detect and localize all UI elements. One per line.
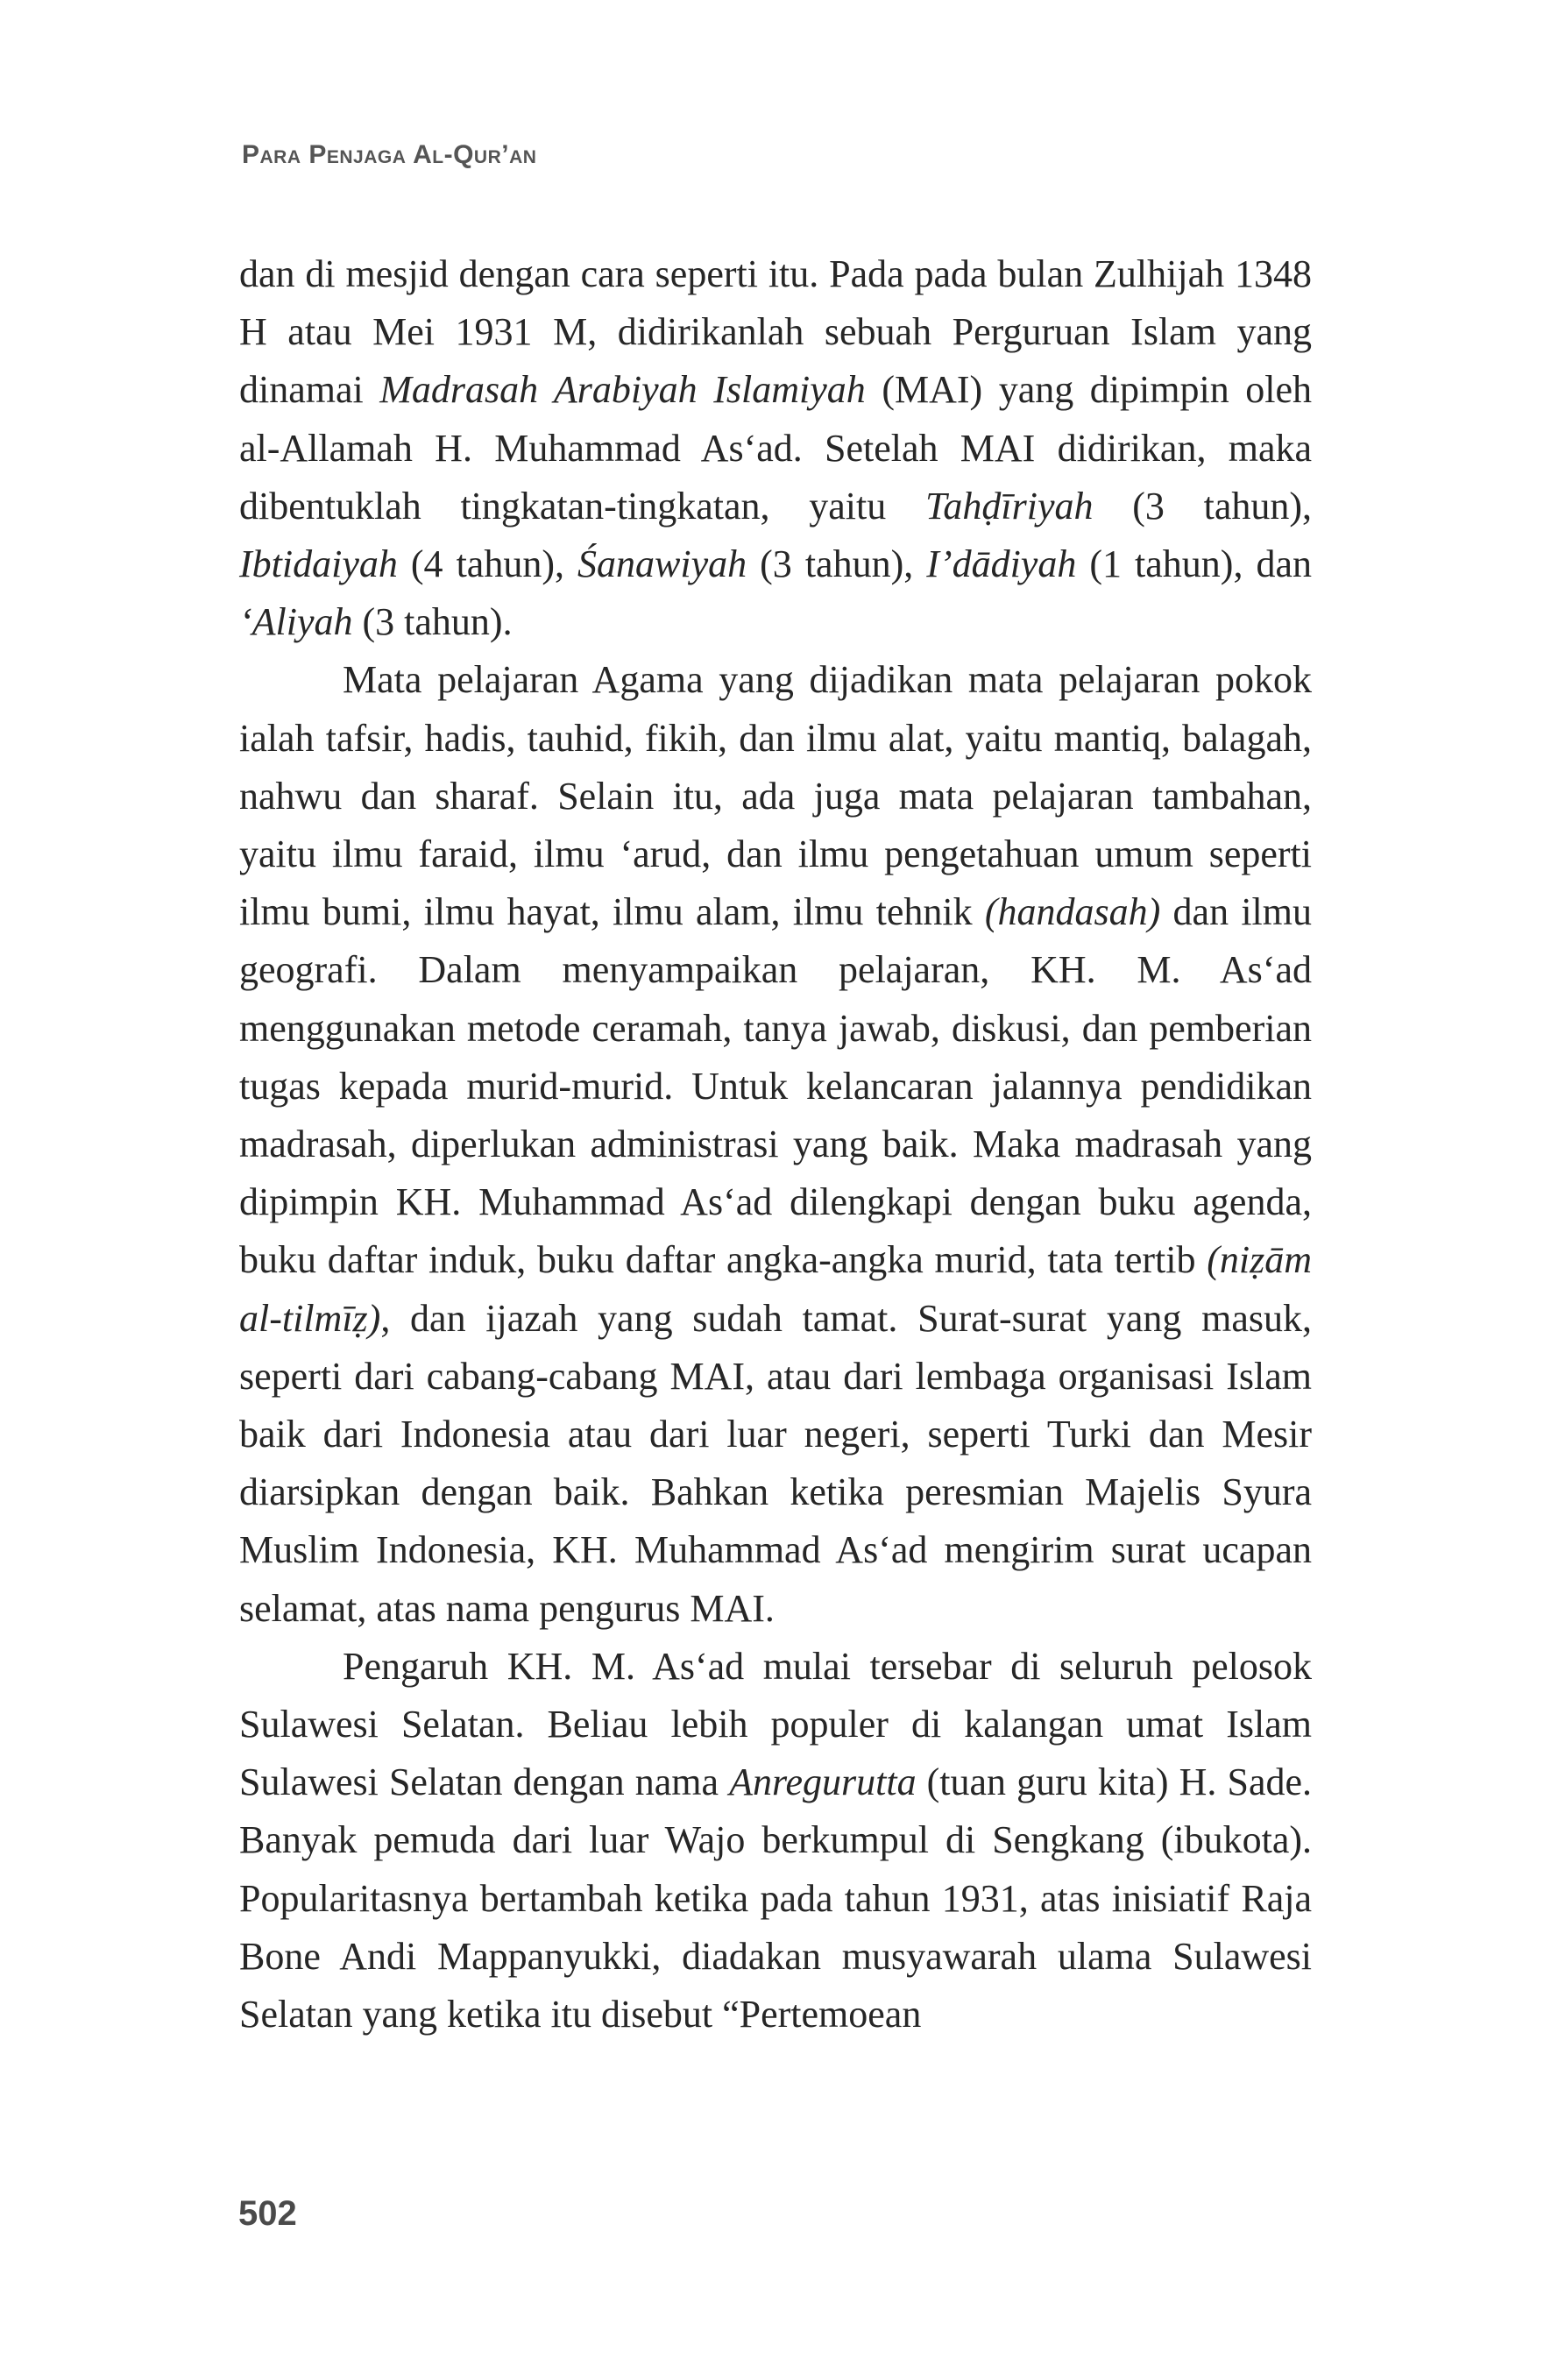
text-run: (3 tahun), (747, 542, 927, 586)
page-number: 502 (238, 2194, 297, 2233)
text-run: dan di mesjid dengan cara seperti itu. Pada pada bulan Zulhijah 1348 H atau Mei 1931 M, didirikanlah sebuah Perguruan Islam yang dinamai (239, 252, 1312, 412)
text-run: (4 tahun), (397, 542, 578, 586)
italic-term: ‘Aliyah (239, 600, 353, 644)
text-run: (3 tahun), (1093, 484, 1312, 528)
paragraph (239, 245, 1312, 651)
text-run: (3 tahun). (352, 600, 513, 644)
italic-term: Śanawiyah (577, 542, 747, 586)
text-run: Mata pelajaran Agama yang dijadikan mata pelajaran pokok ialah tafsir, hadis, tauhid, fikih, dan ilmu alat, yaitu mantiq, balagah, nahwu dan sharaf. Selain itu, ada juga mata pelajaran tambahan, yaitu ilmu faraid, ilmu ‘arud, dan ilmu pengetahuan umum seperti ilmu bumi, ilmu hayat, ilmu alam, ilmu tehnik (239, 658, 1312, 934)
paragraph (239, 1638, 1312, 2044)
italic-term: (handasah) (984, 890, 1161, 934)
italic-term: Tahḍīriyah (924, 484, 1094, 528)
text-run: dan ilmu geografi. Dalam menyampaikan pelajaran, KH. M. As‘ad menggunakan metode ceramah, tanya jawab, diskusi, dan pemberian tugas kepada murid-murid. Untuk kelancaran jalannya pendidikan madrasah, diperlukan administrasi yang baik. Maka madrasah yang dipimpin KH. Muhammad As‘ad dilengkapi dengan buku agenda, buku daftar induk, buku daftar angka-angka murid, tata tertib (239, 890, 1313, 1282)
text-run: , dan ijazah yang sudah tamat. Surat-surat yang masuk, seperti dari cabang-cabang MAI, atau dari lembaga organisasi Islam baik dari Indonesia atau dari luar negeri, seperti Turki dan Mesir diarsipkan dengan baik. Bahkan ketika peresmian Majelis Syura Muslim Indonesia, KH. Muhammad As‘ad mengirim surat ucapan selamat, atas nama pengurus MAI. (239, 1296, 1312, 1630)
body-text (239, 245, 1312, 2044)
text-run: (MAI) yang dipimpin oleh al-Allamah H. Muhammad As‘ad. Setelah MAI didirikan, maka dibentuklah tingkatan-tingkatan, yaitu (239, 368, 1312, 528)
italic-term: (niẓām al-tilmīẓ) (239, 1238, 1312, 1340)
italic-term: I’dādiyah (926, 542, 1077, 586)
text-run: Pengaruh KH. M. As‘ad mulai tersebar di seluruh pelosok Sulawesi Selatan. Beliau lebih populer di kalangan umat Islam Sulawesi Selatan dengan nama (239, 1644, 1312, 1804)
italic-term: Ibtidaiyah (239, 542, 398, 586)
text-run: (tuan guru kita) H. Sade. Banyak pemuda dari luar Wajo berkumpul di Sengkang (ibukota). Popularitasnya bertambah ketika pada tahun 1931, atas inisiatif Raja Bone Andi Mappanyukki, diadakan musyawarah ulama Sulawesi Selatan yang ketika itu disebut “Pertemoean (239, 1760, 1312, 2036)
paragraph (239, 651, 1312, 1637)
text-run: (1 tahun), dan (1076, 542, 1313, 586)
running-head: Para Penjaga Al-Qur’an (242, 140, 537, 169)
italic-term: Anregurutta (729, 1760, 917, 1804)
italic-term: Madrasah Arabiyah Islamiyah (379, 368, 866, 412)
